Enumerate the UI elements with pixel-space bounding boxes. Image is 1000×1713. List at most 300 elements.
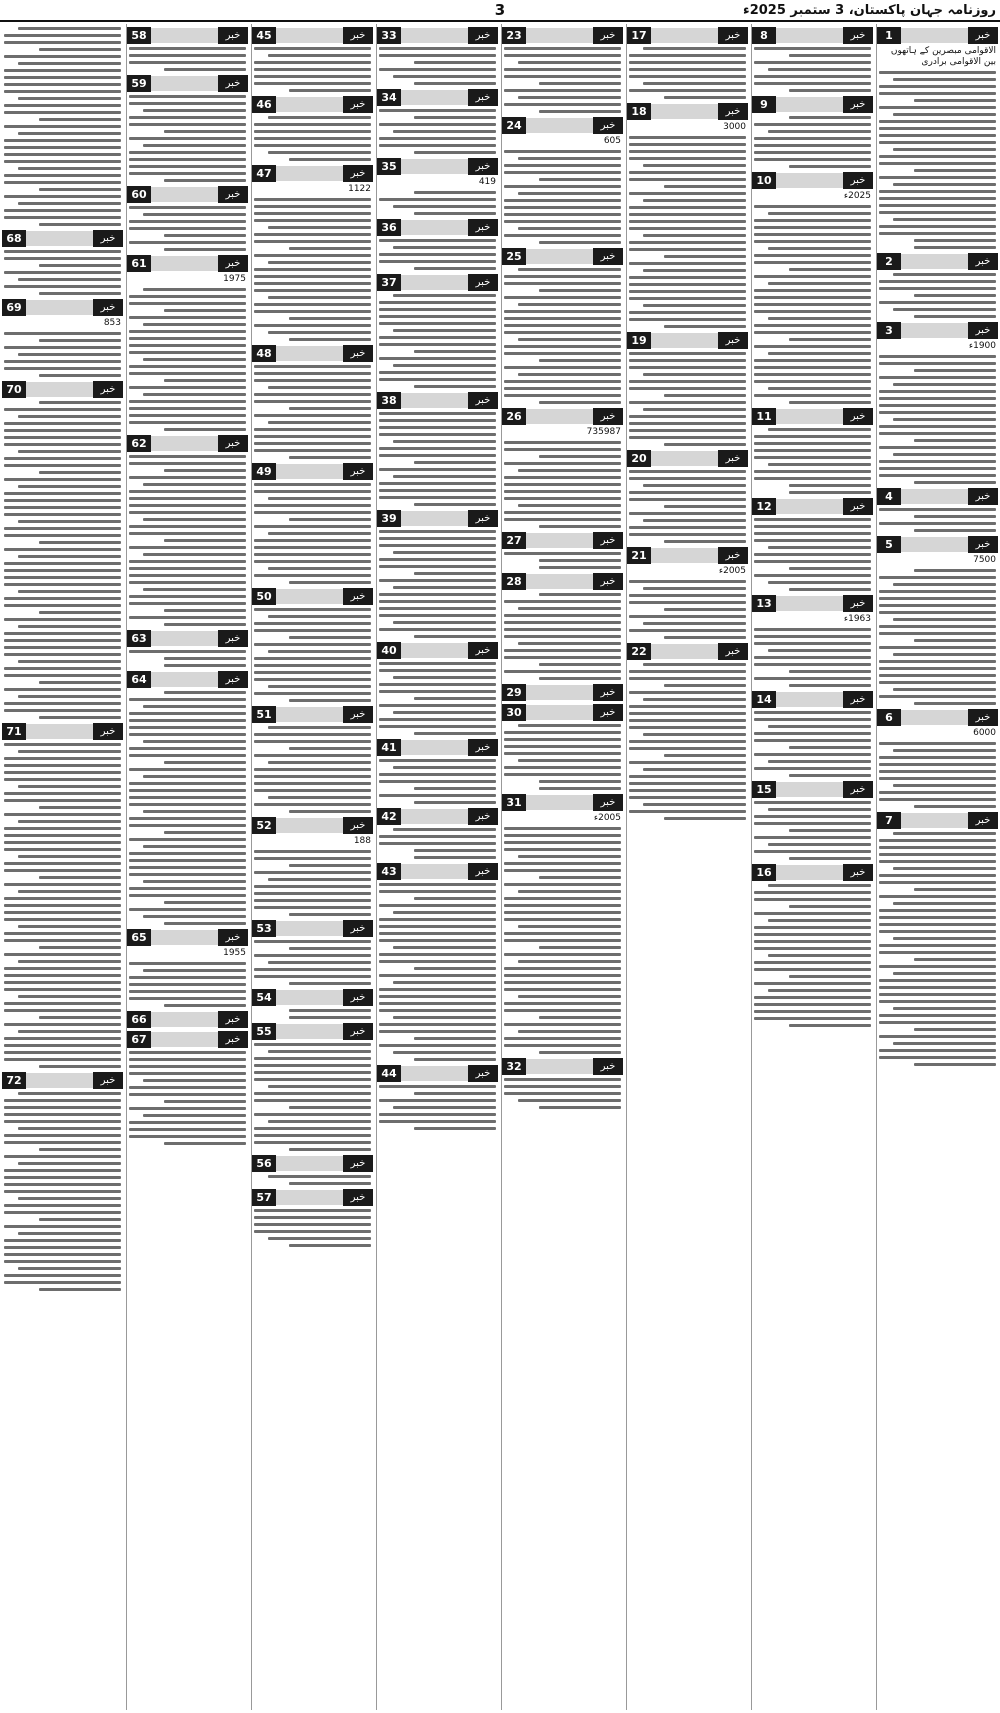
text-line bbox=[629, 775, 746, 778]
text-line bbox=[414, 572, 496, 575]
text-line bbox=[789, 588, 871, 591]
text-line bbox=[254, 643, 371, 646]
text-line bbox=[879, 1000, 996, 1003]
text-line bbox=[504, 310, 621, 313]
brief-label: خبر bbox=[468, 274, 498, 291]
text-line bbox=[254, 205, 371, 208]
text-line bbox=[4, 674, 121, 677]
text-line bbox=[518, 373, 621, 376]
brief-header-fill bbox=[526, 685, 593, 700]
text-line bbox=[254, 511, 371, 514]
text-line bbox=[893, 972, 996, 975]
text-line bbox=[768, 317, 871, 320]
text-line bbox=[18, 890, 121, 893]
brief-body bbox=[127, 650, 248, 667]
text-line bbox=[4, 911, 121, 914]
text-line bbox=[379, 1023, 496, 1026]
brief-header bbox=[377, 510, 498, 527]
text-line bbox=[18, 1197, 121, 1200]
brief-header-fill bbox=[276, 1190, 343, 1205]
page-number: 3 bbox=[494, 1, 506, 19]
text-line bbox=[504, 614, 621, 617]
text-line bbox=[914, 888, 996, 891]
text-line bbox=[143, 213, 246, 216]
text-line bbox=[379, 315, 496, 318]
brief-body bbox=[252, 116, 373, 161]
brief-header-fill bbox=[401, 28, 468, 43]
brief-body bbox=[502, 268, 623, 404]
text-line bbox=[129, 102, 246, 105]
text-line bbox=[504, 1023, 621, 1026]
text-line bbox=[289, 1148, 371, 1151]
text-line bbox=[164, 179, 246, 182]
brief-number: 53 bbox=[252, 920, 276, 937]
news-brief bbox=[127, 255, 248, 431]
text-line bbox=[379, 1044, 496, 1047]
brief-body bbox=[502, 47, 623, 113]
text-line bbox=[629, 227, 746, 230]
brief-label: خبر bbox=[593, 1058, 623, 1075]
text-line bbox=[18, 960, 121, 963]
text-line bbox=[518, 642, 621, 645]
text-line bbox=[879, 1035, 996, 1038]
text-line bbox=[18, 520, 121, 523]
text-line bbox=[393, 294, 496, 297]
text-line bbox=[268, 421, 371, 424]
text-line bbox=[754, 539, 871, 542]
brief-label: خبر bbox=[93, 1072, 123, 1089]
text-line bbox=[254, 198, 371, 201]
text-line bbox=[879, 197, 996, 200]
text-line bbox=[289, 317, 371, 320]
text-line bbox=[4, 778, 121, 781]
text-line bbox=[393, 551, 496, 554]
text-line bbox=[754, 82, 871, 85]
column bbox=[251, 24, 373, 1710]
text-line bbox=[629, 61, 746, 64]
text-line bbox=[254, 219, 371, 222]
text-line bbox=[893, 784, 996, 787]
text-line bbox=[129, 754, 246, 757]
masthead-title: روزنامہ جہان پاکستان، 3 ستمبر 2025ء bbox=[743, 3, 996, 18]
text-line bbox=[629, 512, 746, 515]
text-line bbox=[4, 457, 121, 460]
news-brief bbox=[127, 929, 248, 1007]
news-brief bbox=[252, 588, 373, 702]
brief-header bbox=[752, 781, 873, 798]
brief-header-fill bbox=[776, 28, 843, 43]
brief-number: 54 bbox=[252, 989, 276, 1006]
text-line bbox=[664, 96, 746, 99]
text-line bbox=[254, 428, 371, 431]
text-line bbox=[393, 1106, 496, 1109]
text-line bbox=[518, 995, 621, 998]
text-line bbox=[768, 130, 871, 133]
brief-header bbox=[627, 450, 748, 467]
text-line bbox=[254, 275, 371, 278]
text-line bbox=[754, 968, 871, 971]
text-line bbox=[129, 962, 246, 965]
text-line bbox=[914, 702, 996, 705]
text-line bbox=[629, 206, 746, 209]
text-line bbox=[39, 541, 121, 544]
text-line bbox=[379, 835, 496, 838]
text-line bbox=[879, 681, 996, 684]
text-line bbox=[39, 374, 121, 377]
text-line bbox=[629, 171, 746, 174]
brief-number: 30 bbox=[502, 704, 526, 721]
text-line bbox=[629, 54, 746, 57]
text-line bbox=[629, 248, 746, 251]
brief-body bbox=[502, 827, 623, 1054]
brief-header bbox=[252, 588, 373, 605]
text-line bbox=[4, 41, 121, 44]
text-line bbox=[754, 739, 871, 742]
text-line bbox=[39, 876, 121, 879]
news-brief bbox=[502, 27, 623, 113]
text-line bbox=[393, 1016, 496, 1019]
brief-body bbox=[627, 136, 748, 328]
text-line bbox=[629, 352, 746, 355]
text-line bbox=[254, 212, 371, 215]
news-brief bbox=[502, 573, 623, 680]
text-line bbox=[504, 953, 621, 956]
text-line bbox=[254, 885, 371, 888]
text-line bbox=[504, 649, 621, 652]
brief-header-fill bbox=[401, 740, 468, 755]
text-line bbox=[4, 1211, 121, 1214]
text-line bbox=[379, 932, 496, 935]
brief-number: 15 bbox=[752, 781, 776, 798]
text-line bbox=[393, 75, 496, 78]
text-line bbox=[379, 960, 496, 963]
text-line bbox=[629, 477, 746, 480]
text-line bbox=[254, 289, 371, 292]
brief-label: خبر bbox=[593, 27, 623, 44]
text-line bbox=[379, 565, 496, 568]
text-line bbox=[129, 560, 246, 563]
text-line bbox=[504, 1037, 621, 1040]
brief-number: 23 bbox=[502, 27, 526, 44]
brief-body bbox=[752, 628, 873, 687]
brief-header bbox=[2, 381, 123, 398]
text-line bbox=[4, 764, 121, 767]
brief-number: 40 bbox=[377, 642, 401, 659]
text-line bbox=[879, 632, 996, 635]
text-line bbox=[754, 359, 871, 362]
text-line bbox=[39, 188, 121, 191]
text-line bbox=[504, 773, 621, 776]
brief-header-fill bbox=[401, 511, 468, 526]
text-line bbox=[754, 47, 871, 50]
news-brief bbox=[2, 230, 123, 295]
news-brief bbox=[2, 27, 123, 226]
brief-body bbox=[627, 352, 748, 446]
text-line bbox=[379, 544, 496, 547]
text-line bbox=[768, 546, 871, 549]
brief-header-fill bbox=[651, 28, 718, 43]
text-line bbox=[254, 1057, 371, 1060]
text-line bbox=[4, 125, 121, 128]
brief-number: 39 bbox=[377, 510, 401, 527]
brief-text: 419 bbox=[478, 177, 496, 187]
brief-label: خبر bbox=[468, 510, 498, 527]
text-line bbox=[414, 82, 496, 85]
text-line bbox=[129, 490, 246, 493]
text-line bbox=[289, 456, 371, 459]
text-line bbox=[129, 768, 246, 771]
text-line bbox=[664, 185, 746, 188]
brief-body bbox=[627, 470, 748, 543]
text-line bbox=[379, 939, 496, 942]
text-line bbox=[539, 946, 621, 949]
text-line bbox=[254, 803, 371, 806]
text-line bbox=[393, 676, 496, 679]
text-line bbox=[879, 522, 996, 525]
brief-number: 56 bbox=[252, 1155, 276, 1172]
text-line bbox=[414, 1127, 496, 1130]
text-line bbox=[879, 895, 996, 898]
brief-body bbox=[2, 743, 123, 1068]
text-line bbox=[164, 248, 246, 251]
text-line bbox=[879, 204, 996, 207]
brief-header-fill bbox=[526, 118, 593, 133]
text-line bbox=[4, 646, 121, 649]
text-line bbox=[4, 1204, 121, 1207]
text-line bbox=[768, 954, 871, 957]
brief-header bbox=[252, 463, 373, 480]
brief-label: خبر bbox=[93, 299, 123, 316]
text-line bbox=[129, 824, 246, 827]
text-line bbox=[914, 439, 996, 442]
brief-number: 63 bbox=[127, 630, 151, 647]
brief-header-fill bbox=[26, 1073, 93, 1088]
brief-header-fill bbox=[276, 464, 343, 479]
news-brief bbox=[2, 381, 123, 719]
text-line bbox=[254, 692, 371, 695]
text-line bbox=[539, 559, 621, 562]
text-line bbox=[893, 867, 996, 870]
brief-header bbox=[127, 630, 248, 647]
text-line bbox=[754, 553, 871, 556]
text-line bbox=[18, 695, 121, 698]
text-line bbox=[754, 435, 871, 438]
text-line bbox=[164, 922, 246, 925]
text-line bbox=[879, 280, 996, 283]
text-line bbox=[879, 646, 996, 649]
text-line bbox=[393, 828, 496, 831]
text-line bbox=[518, 1030, 621, 1033]
text-line bbox=[504, 552, 621, 555]
text-line bbox=[379, 1030, 496, 1033]
text-line bbox=[129, 719, 246, 722]
text-line bbox=[379, 995, 496, 998]
text-line bbox=[879, 965, 996, 968]
text-line bbox=[893, 1007, 996, 1010]
text-line bbox=[504, 448, 621, 451]
text-line bbox=[518, 504, 621, 507]
text-line bbox=[143, 845, 246, 848]
text-line bbox=[4, 360, 121, 363]
brief-label: خبر bbox=[718, 450, 748, 467]
text-line bbox=[379, 433, 496, 436]
brief-body bbox=[377, 828, 498, 859]
text-line bbox=[379, 988, 496, 991]
text-line bbox=[268, 567, 371, 570]
text-line bbox=[254, 782, 371, 785]
text-line bbox=[268, 386, 371, 389]
text-line bbox=[504, 981, 621, 984]
brief-header-fill bbox=[151, 1032, 218, 1047]
text-line bbox=[129, 295, 246, 298]
text-line bbox=[914, 529, 996, 532]
text-line bbox=[504, 296, 621, 299]
text-line bbox=[754, 226, 871, 229]
brief-label: خبر bbox=[968, 709, 998, 726]
brief-header-fill bbox=[276, 818, 343, 833]
brief-header-fill bbox=[276, 1024, 343, 1039]
text-line bbox=[4, 799, 121, 802]
brief-header bbox=[502, 704, 623, 721]
text-line bbox=[254, 546, 371, 549]
text-line bbox=[754, 205, 871, 208]
text-line bbox=[393, 246, 496, 249]
text-line bbox=[39, 1065, 121, 1068]
news-brief bbox=[877, 27, 998, 249]
text-line bbox=[754, 525, 871, 528]
text-line bbox=[414, 503, 496, 506]
text-line bbox=[789, 54, 871, 57]
text-line bbox=[414, 967, 496, 970]
text-line bbox=[754, 996, 871, 999]
text-line bbox=[789, 567, 871, 570]
text-line bbox=[754, 233, 871, 236]
brief-number: 33 bbox=[377, 27, 401, 44]
text-line bbox=[754, 310, 871, 313]
text-line bbox=[4, 146, 121, 149]
brief-header-fill bbox=[401, 220, 468, 235]
text-line bbox=[643, 304, 746, 307]
brief-header bbox=[752, 27, 873, 44]
brief-number: 55 bbox=[252, 1023, 276, 1040]
text-line bbox=[504, 918, 621, 921]
brief-header-fill bbox=[151, 672, 218, 687]
text-line bbox=[254, 1141, 371, 1144]
text-line bbox=[268, 1175, 371, 1178]
text-line bbox=[254, 268, 371, 271]
brief-label: خبر bbox=[218, 630, 248, 647]
text-line bbox=[504, 317, 621, 320]
text-line bbox=[379, 489, 496, 492]
text-line bbox=[143, 880, 246, 883]
brief-header-fill bbox=[26, 231, 93, 246]
news-brief bbox=[627, 547, 748, 639]
text-line bbox=[143, 1079, 246, 1082]
brief-header bbox=[377, 274, 498, 291]
text-line bbox=[268, 261, 371, 264]
brief-header-fill bbox=[276, 1156, 343, 1171]
text-line bbox=[254, 372, 371, 375]
text-line bbox=[268, 54, 371, 57]
text-line bbox=[254, 490, 371, 493]
text-line bbox=[504, 670, 621, 673]
brief-header-fill bbox=[276, 346, 343, 361]
brief-number: 26 bbox=[502, 408, 526, 425]
text-line bbox=[254, 123, 371, 126]
news-brief bbox=[377, 219, 498, 270]
text-line bbox=[254, 68, 371, 71]
text-line bbox=[4, 181, 121, 184]
text-line bbox=[789, 484, 871, 487]
text-line bbox=[414, 151, 496, 154]
text-line bbox=[629, 719, 746, 722]
brief-header-fill bbox=[151, 76, 218, 91]
text-line bbox=[18, 97, 121, 100]
text-line bbox=[379, 773, 496, 776]
brief-header-fill bbox=[901, 28, 968, 43]
text-line bbox=[629, 498, 746, 501]
brief-body bbox=[377, 883, 498, 1061]
text-line bbox=[254, 678, 371, 681]
text-line bbox=[254, 850, 371, 853]
text-line bbox=[504, 766, 621, 769]
text-line bbox=[164, 831, 246, 834]
text-line bbox=[129, 1093, 246, 1096]
text-line bbox=[664, 255, 746, 258]
news-brief bbox=[252, 817, 373, 916]
text-line bbox=[379, 357, 496, 360]
text-line bbox=[914, 315, 996, 318]
brief-header bbox=[2, 299, 123, 316]
text-line bbox=[254, 483, 371, 486]
news-brief bbox=[377, 510, 498, 638]
brief-number: 37 bbox=[377, 274, 401, 291]
brief-text: 1963ء bbox=[843, 614, 871, 624]
brief-header bbox=[877, 812, 998, 829]
text-line bbox=[754, 850, 871, 853]
text-line bbox=[129, 137, 246, 140]
text-line bbox=[4, 76, 121, 79]
text-line bbox=[754, 366, 871, 369]
text-line bbox=[539, 1051, 621, 1054]
text-line bbox=[254, 137, 371, 140]
brief-header-fill bbox=[401, 90, 468, 105]
brief-header-fill bbox=[276, 28, 343, 43]
news-brief bbox=[127, 630, 248, 667]
brief-number: 38 bbox=[377, 392, 401, 409]
text-line bbox=[754, 296, 871, 299]
text-line bbox=[129, 726, 246, 729]
brief-body bbox=[252, 1209, 373, 1247]
text-line bbox=[254, 324, 371, 327]
news-brief bbox=[252, 989, 373, 1019]
brief-text: 2005ء bbox=[718, 566, 746, 576]
text-line bbox=[164, 379, 246, 382]
text-line bbox=[379, 974, 496, 977]
text-line bbox=[789, 268, 871, 271]
text-line bbox=[268, 532, 371, 535]
text-line bbox=[504, 68, 621, 71]
text-line bbox=[4, 1274, 121, 1277]
brief-header bbox=[377, 642, 498, 659]
brief-number: 47 bbox=[252, 165, 276, 182]
brief-header bbox=[127, 929, 248, 946]
text-line bbox=[643, 234, 746, 237]
text-line bbox=[4, 367, 121, 370]
news-brief bbox=[252, 345, 373, 459]
news-brief bbox=[502, 248, 623, 404]
text-line bbox=[254, 144, 371, 147]
